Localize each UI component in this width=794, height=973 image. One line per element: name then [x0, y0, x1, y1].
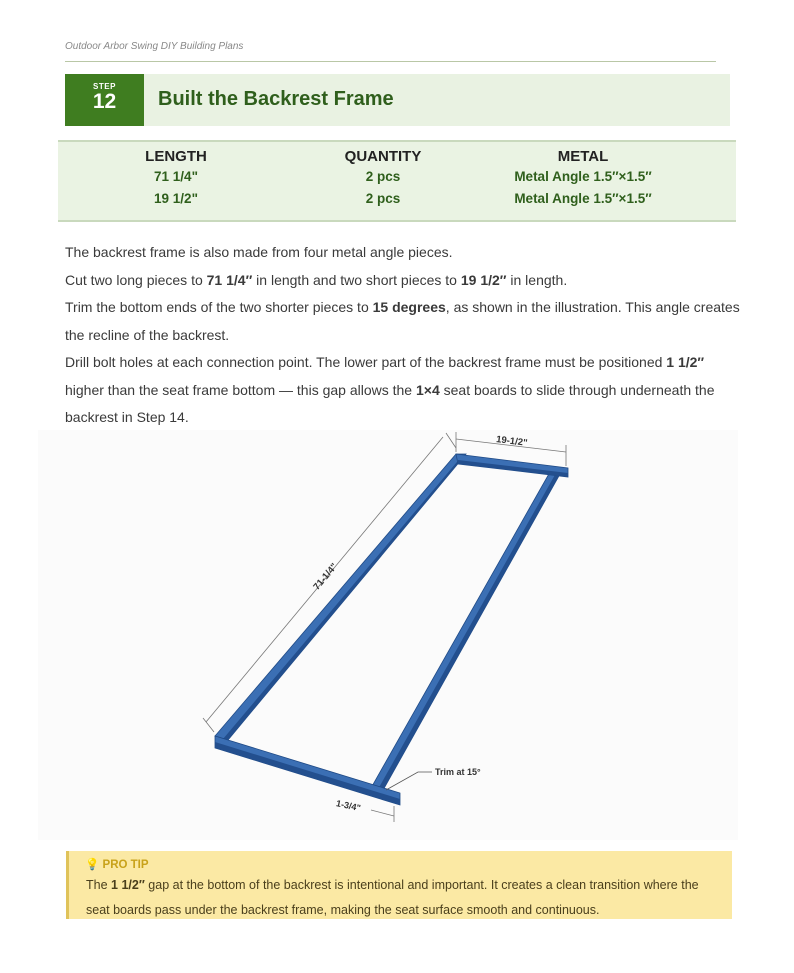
spec-column-quantity: [328, 142, 438, 210]
instructions: [65, 239, 745, 432]
spec-header-quantity: QUANTITY: [344, 148, 422, 165]
spec-cell: 2 pcs: [365, 169, 401, 184]
spec-cell: Metal Angle 1.5″×1.5″: [514, 169, 652, 184]
header-divider: [65, 61, 716, 62]
spec-header-length: LENGTH: [145, 148, 207, 165]
step-label: STEP: [93, 82, 116, 91]
pro-tip-title: PRO TIP: [102, 859, 149, 871]
spec-column-length: [136, 142, 216, 210]
paragraph: Drill bolt holes at each connection point. The lower part of the backrest frame must be positioned 1 1/2″ higher than the seat frame bottom — this gap allows the 1×4 seat boards to slide through underneath the backrest in Step 14.: [65, 354, 715, 425]
spec-table: [58, 140, 736, 222]
step-number: 12: [92, 90, 117, 113]
paragraph: Cut two long pieces to 71 1/4″ in length and two short pieces to 19 1/2″ in length.: [65, 271, 568, 288]
spec-cell: Metal Angle 1.5″×1.5″: [514, 191, 652, 206]
paragraph: Trim the bottom ends of the two shorter pieces to 15 degrees, as shown in the illustration. This angle creates the recline of the backrest.: [65, 299, 740, 343]
pro-tip-heading: [85, 857, 149, 871]
spec-cell: 2 pcs: [365, 191, 401, 206]
backrest-frame-illustration: [38, 430, 738, 840]
trim-callout-label: Trim at 15°: [435, 767, 481, 777]
spec-cell: 19 1/2": [154, 191, 198, 206]
pro-tip-box: [66, 851, 732, 919]
dimension-bottom: [371, 806, 394, 822]
step-title: Built the Backrest Frame: [158, 88, 394, 110]
spec-header-metal: METAL: [557, 148, 609, 165]
dimension-long-label: 71-1/4": [311, 561, 341, 593]
dimension-long: [203, 433, 456, 732]
paragraph: The backrest frame is also made from four metal angle pieces.: [65, 244, 453, 260]
spec-cell: 71 1/4": [154, 169, 198, 184]
trim-callout: [386, 772, 432, 790]
dimension-top-label: 19-1/2": [495, 434, 529, 449]
step-badge: [65, 74, 144, 126]
step-header: [65, 74, 730, 126]
pro-tip-text: The 1 1/2″ gap at the bottom of the backrest is intentional and important. It creates a clean transition where the seat boards pass under the backrest frame, making the seat surface smooth and continuous.: [86, 878, 699, 917]
dimension-bottom-label: 1-3/4": [335, 798, 362, 814]
running-header: Outdoor Arbor Swing DIY Building Plans: [65, 41, 244, 52]
frame: [215, 454, 568, 805]
lightbulb-icon: 💡: [85, 859, 100, 871]
spec-column-metal: [498, 142, 668, 210]
